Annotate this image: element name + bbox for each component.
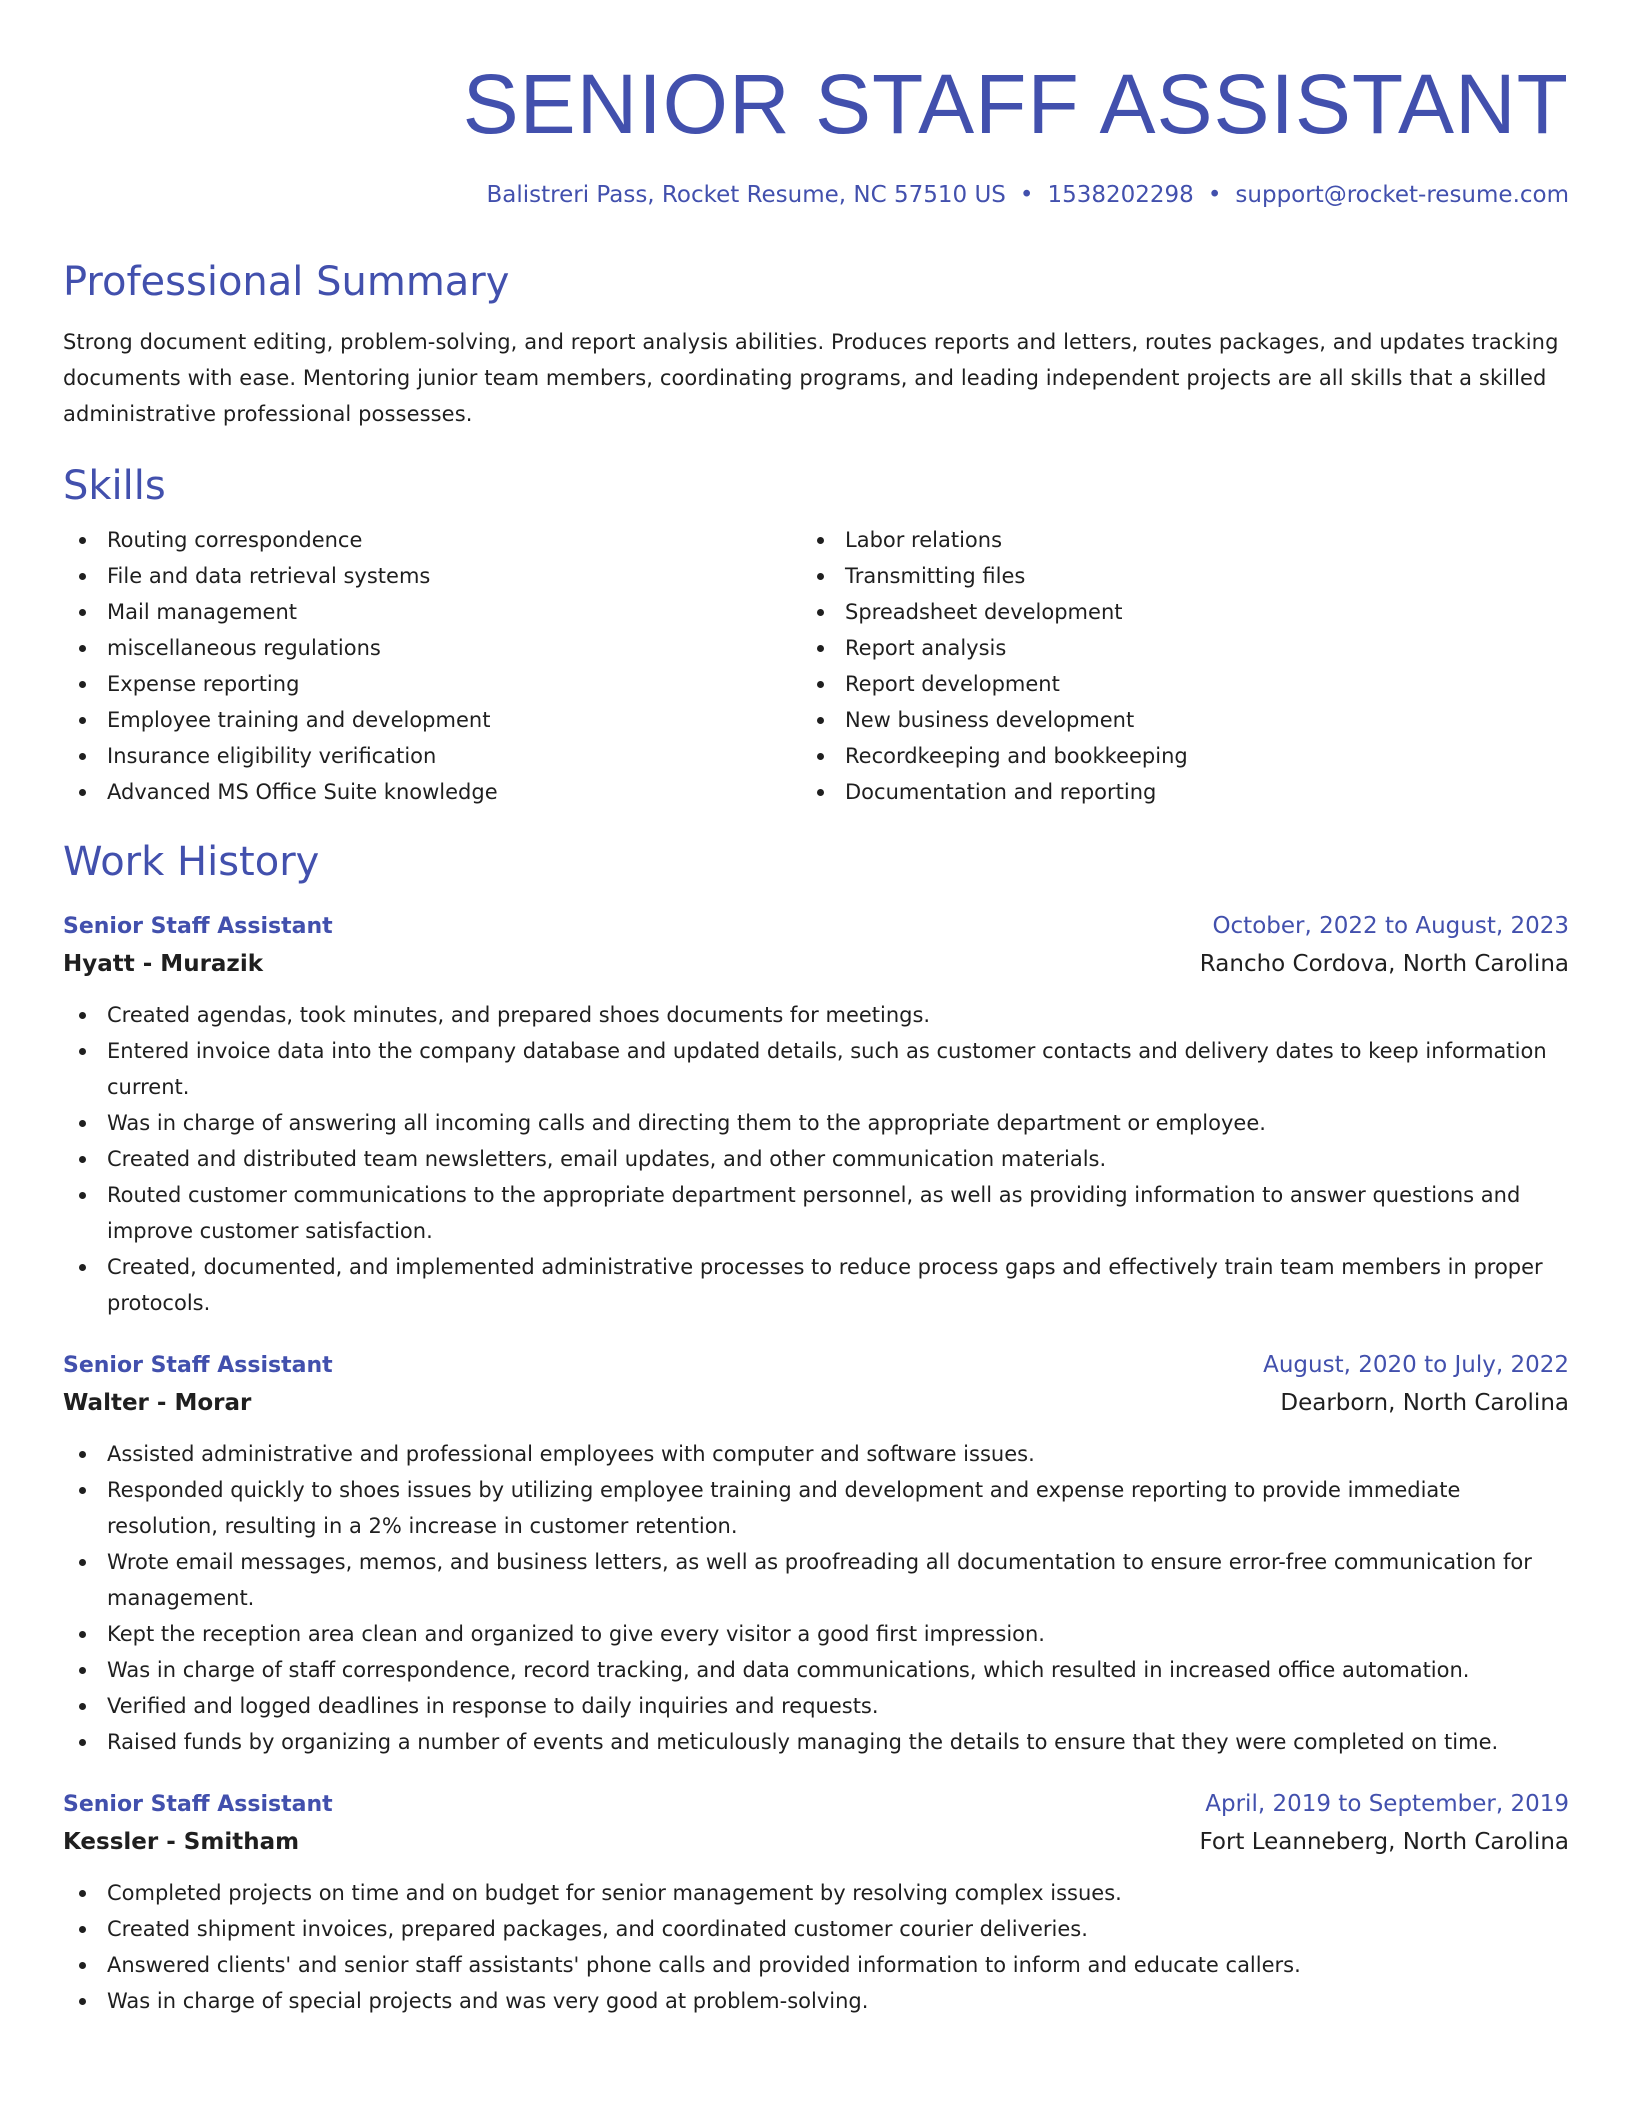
skill-item: Employee training and development <box>63 702 801 738</box>
job-bullet: Entered invoice data into the company database and updated details, such as customer contacts and delivery dates to keep information current. <box>63 1033 1569 1105</box>
skills-list <box>63 522 1569 810</box>
job-location: Fort Leanneberg, North Carolina <box>1199 1828 1569 1855</box>
job-bullet: Responded quickly to shoes issues by utilizing employee training and development and expense reporting to provide immediate resolution, resulting in a 2% increase in customer retention. <box>63 1472 1569 1544</box>
skill-item: New business development <box>801 702 1539 738</box>
contact-separator: • <box>1019 182 1034 208</box>
contact-email: support@rocket-resume.com <box>1235 182 1569 208</box>
job-bullet: Was in charge of staff correspondence, record tracking, and data communications, which resulted in increased office automation. <box>63 1652 1569 1688</box>
skill-item: Report development <box>801 666 1539 702</box>
resume-name: SENIOR STAFF ASSISTANT <box>462 57 1569 151</box>
skill-item: Transmitting files <box>801 558 1539 594</box>
job-bullet: Raised funds by organizing a number of events and meticulously managing the details to ensure that they were completed on time. <box>63 1724 1569 1760</box>
skill-item: Routing correspondence <box>63 522 801 558</box>
skill-item: Advanced MS Office Suite knowledge <box>63 774 801 810</box>
job-title: Senior Staff Assistant <box>63 913 333 939</box>
job-bullet: Was in charge of answering all incoming calls and directing them to the appropriate department or employee. <box>63 1105 1569 1141</box>
summary-heading: Professional Summary <box>63 258 510 305</box>
job-bullet: Created shipment invoices, prepared packages, and coordinated customer courier deliveries. <box>63 1911 1569 1947</box>
contact-phone: 1538202298 <box>1047 182 1194 208</box>
job-location: Dearborn, North Carolina <box>1280 1389 1569 1416</box>
job-bullet: Answered clients' and senior staff assistants' phone calls and provided information to inform and educate callers. <box>63 1947 1569 1983</box>
skill-item: Spreadsheet development <box>801 594 1539 630</box>
contact-address: Balistreri Pass, Rocket Resume, NC 57510 US <box>486 182 1006 208</box>
job-bullet: Wrote email messages, memos, and business letters, as well as proofreading all documentation to ensure error-free communication for management. <box>63 1544 1569 1616</box>
job-bullet: Kept the reception area clean and organized to give every visitor a good first impression. <box>63 1616 1569 1652</box>
skill-item: Mail management <box>63 594 801 630</box>
job-bullet: Was in charge of special projects and was very good at problem-solving. <box>63 1983 1569 2019</box>
contact-line <box>63 182 1569 210</box>
skill-item: Insurance eligibility verification <box>63 738 801 774</box>
job-company: Walter - Morar <box>63 1389 252 1416</box>
job-bullet: Completed projects on time and on budget for senior management by resolving complex issues. <box>63 1875 1569 1911</box>
job-entry <box>63 1786 1569 2019</box>
job-company: Kessler - Smitham <box>63 1828 300 1855</box>
job-location: Rancho Cordova, North Carolina <box>1199 950 1569 977</box>
work-history-heading: Work History <box>63 838 320 885</box>
summary-text: Strong document editing, problem-solving, and report analysis abilities. Produces reports and letters, routes packages, and updates tracking documents with ease. Mentoring junior team members, coordinating programs, and leading independent projects are all skills that a skilled administrative professional possesses. <box>63 329 1559 426</box>
job-dates: October, 2022 to August, 2023 <box>1212 912 1569 939</box>
job-bullet: Created and distributed team newsletters, email updates, and other communication materials. <box>63 1141 1569 1177</box>
job-entry <box>63 908 1569 1321</box>
job-bullets <box>63 1875 1569 2019</box>
contact-separator: • <box>1207 182 1222 208</box>
job-bullet: Created, documented, and implemented administrative processes to reduce process gaps and effectively train team members in proper protocols. <box>63 1249 1569 1321</box>
skill-item: Documentation and reporting <box>801 774 1539 810</box>
job-dates: April, 2019 to September, 2019 <box>1205 1790 1569 1817</box>
job-company: Hyatt - Murazik <box>63 950 264 977</box>
job-bullets <box>63 1436 1569 1760</box>
job-entry <box>63 1347 1569 1760</box>
job-title: Senior Staff Assistant <box>63 1352 333 1378</box>
skill-item: miscellaneous regulations <box>63 630 801 666</box>
skill-item: File and data retrieval systems <box>63 558 801 594</box>
job-bullet: Routed customer communications to the appropriate department personnel, as well as providing information to answer questions and improve customer satisfaction. <box>63 1177 1569 1249</box>
skills-column-right <box>801 522 1539 810</box>
skill-item: Expense reporting <box>63 666 801 702</box>
job-bullet: Assisted administrative and professional employees with computer and software issues. <box>63 1436 1569 1472</box>
job-bullet: Verified and logged deadlines in response to daily inquiries and requests. <box>63 1688 1569 1724</box>
skills-column-left <box>63 522 801 810</box>
skill-item: Recordkeeping and bookkeeping <box>801 738 1539 774</box>
job-dates: August, 2020 to July, 2022 <box>1263 1351 1569 1378</box>
skill-item: Report analysis <box>801 630 1539 666</box>
skill-item: Labor relations <box>801 522 1539 558</box>
skills-heading: Skills <box>63 462 166 509</box>
job-title: Senior Staff Assistant <box>63 1791 333 1817</box>
job-bullets <box>63 997 1569 1321</box>
job-bullet: Created agendas, took minutes, and prepared shoes documents for meetings. <box>63 997 1569 1033</box>
